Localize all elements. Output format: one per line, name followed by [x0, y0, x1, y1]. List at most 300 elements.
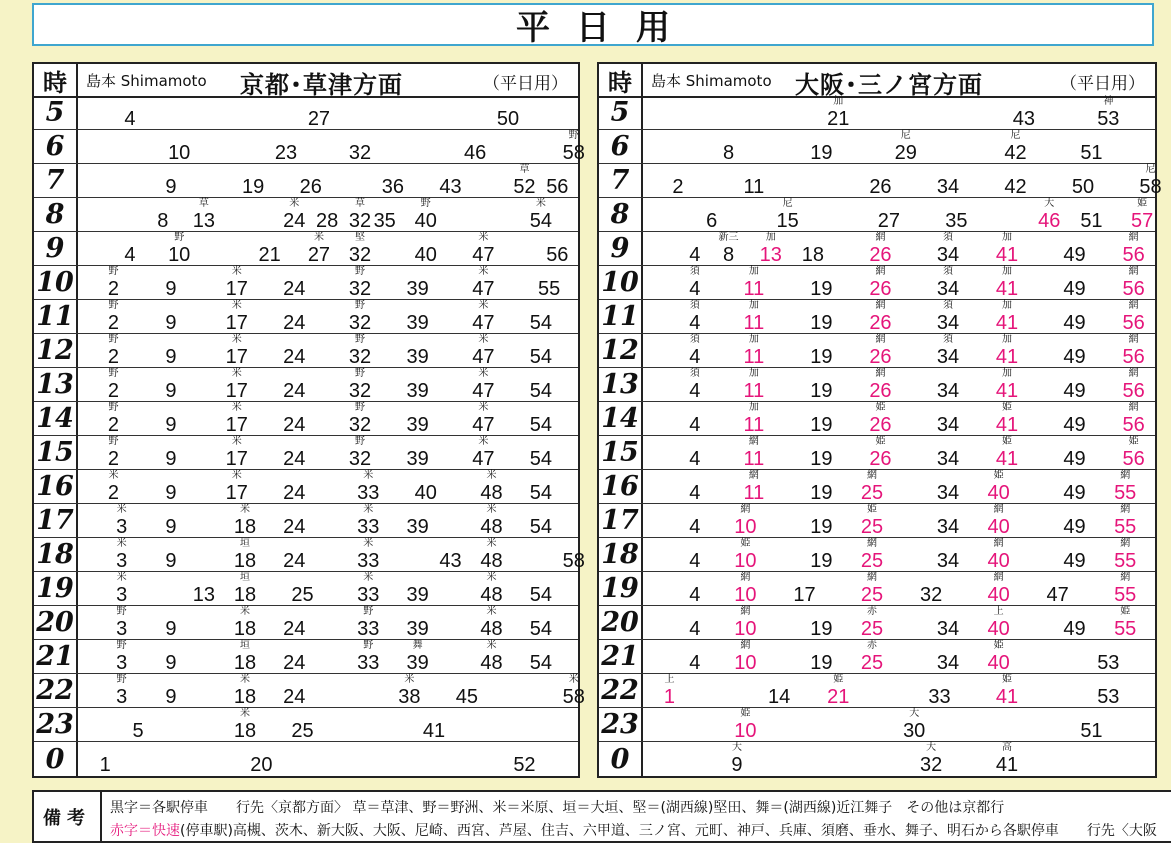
departure-rapid	[863, 232, 897, 266]
departure-minute: 25	[860, 550, 884, 572]
destination-mark: 尼	[1145, 164, 1156, 175]
departure-minute: 46	[1038, 210, 1061, 232]
departure-minute: 11	[743, 448, 765, 470]
destination-mark: 垣	[239, 538, 250, 549]
departure-minute: 40	[987, 652, 1010, 674]
departure-local	[401, 436, 435, 470]
departure-local	[524, 334, 558, 368]
departure-minute: 9	[165, 482, 177, 504]
hour-row	[34, 334, 578, 368]
departure-local	[220, 300, 254, 334]
departure-rapid	[855, 606, 889, 640]
destination-mark: 米	[486, 504, 497, 515]
departure-minute: 34	[936, 346, 960, 368]
departure-minute: 34	[936, 312, 960, 334]
departure-minute: 24	[283, 210, 306, 232]
departure-local	[524, 402, 558, 436]
departure-rapid	[982, 538, 1016, 572]
hour-label: 9	[34, 232, 78, 265]
hour-row	[34, 198, 578, 232]
departure-local	[450, 674, 484, 708]
departure-minute: 11	[743, 380, 765, 402]
destination-mark: 高	[1002, 742, 1013, 753]
destination-mark: 須	[689, 334, 700, 345]
departure-minute: 8	[722, 142, 735, 164]
departure-rapid	[990, 334, 1024, 368]
departure-minute: 34	[936, 550, 960, 572]
departure-rapid	[737, 368, 771, 402]
timetable-header	[34, 64, 578, 98]
hour-label: 9	[599, 232, 643, 265]
destination-mark: 赤	[867, 640, 877, 651]
departure-local	[491, 96, 525, 130]
departure-local	[1066, 164, 1100, 198]
departure-minute: 34	[936, 414, 960, 436]
departure-local	[524, 300, 558, 334]
departure-local	[737, 164, 771, 198]
departure-minute: 55	[1114, 516, 1137, 538]
destination-mark: 網	[740, 606, 751, 617]
departure-minute: 55	[1114, 618, 1137, 640]
departure-minute: 10	[168, 244, 191, 266]
departure-minute: 29	[894, 142, 917, 164]
departure-local	[228, 572, 262, 606]
departure-minute: 56	[1122, 448, 1145, 470]
departure-minute: 19	[810, 652, 833, 674]
departure-local	[720, 742, 754, 776]
destination-mark: 網	[875, 266, 886, 277]
departure-local	[939, 198, 973, 232]
departure-minute: 3	[116, 516, 128, 538]
departure-local	[475, 538, 509, 572]
departure-minute: 4	[689, 312, 701, 334]
departure-minute: 1	[663, 686, 675, 708]
departure-local	[228, 606, 262, 640]
departure-local	[220, 436, 254, 470]
departure-minute: 32	[348, 414, 372, 436]
destination-mark: 米	[116, 504, 127, 515]
departure-local	[269, 130, 303, 164]
hour-label: 17	[34, 504, 78, 537]
timetable-osaka-direction	[597, 62, 1162, 778]
departure-rapid	[737, 436, 771, 470]
departure-minute: 15	[776, 210, 799, 232]
departure-minute: 2	[107, 346, 119, 368]
day-type-label: （平日用）	[1060, 74, 1145, 94]
departure-minute: 48	[480, 550, 503, 572]
departure-minute: 11	[743, 278, 765, 300]
departure-local	[524, 470, 558, 504]
departure-minute: 17	[793, 584, 816, 606]
departure-local	[466, 232, 500, 266]
legend-rapid-stops: (停車駅)高槻、茨木、新大阪、大阪、尼崎、西宮、芦屋、住吉、六甲道、三ノ宮、元町、神戸、兵庫、須磨、垂水、舞子、明石から各駅停車 行先〈大阪	[180, 823, 1157, 839]
departure-minute: 36	[381, 176, 405, 198]
departure-minute: 38	[398, 686, 421, 708]
destination-mark: 米	[478, 368, 489, 379]
departure-minute: 50	[1071, 176, 1095, 198]
departure-minute: 24	[283, 278, 306, 300]
departure-minute: 41	[995, 278, 1019, 300]
hour-label: 21	[34, 640, 78, 673]
hour-label: 7	[34, 164, 78, 197]
departure-minute: 47	[472, 346, 495, 368]
departure-local	[154, 436, 188, 470]
departure-minute: 21	[258, 244, 281, 266]
departure-minute: 40	[414, 244, 437, 266]
departure-local	[1058, 470, 1092, 504]
departure-local	[897, 708, 931, 742]
departure-local	[804, 368, 838, 402]
departure-minute: 2	[107, 414, 119, 436]
departure-minute: 32	[919, 584, 943, 606]
departure-local	[376, 164, 410, 198]
departure-minute: 26	[869, 244, 892, 266]
destination-mark: 加	[1002, 300, 1013, 311]
departure-minute: 53	[1097, 652, 1120, 674]
hour-row	[34, 708, 578, 742]
destination-mark: 網	[993, 572, 1004, 583]
departure-minute: 17	[225, 482, 248, 504]
departure-local	[343, 334, 377, 368]
departure-local	[96, 436, 130, 470]
departure-minute: 33	[357, 482, 380, 504]
departure-minute: 26	[869, 448, 892, 470]
departure-local	[1058, 232, 1092, 266]
hour-row	[599, 232, 1155, 266]
hour-label: 14	[599, 402, 643, 435]
departure-local	[678, 572, 712, 606]
departure-minute: 10	[734, 618, 757, 640]
departure-minute: 25	[860, 584, 884, 606]
departure-minute: 34	[936, 176, 960, 198]
departure-local	[762, 674, 796, 708]
departure-local	[804, 504, 838, 538]
departure-minute: 13	[192, 584, 215, 606]
departure-local	[889, 130, 923, 164]
departure-minute: 26	[869, 414, 892, 436]
hour-label: 15	[599, 436, 643, 469]
destination-mark: 尼	[782, 198, 793, 209]
legend-header: 備考	[34, 792, 102, 841]
timetable-body	[599, 96, 1162, 776]
hour-row	[599, 708, 1155, 742]
departure-minute: 41	[995, 448, 1019, 470]
departure-local	[931, 606, 965, 640]
departure-minute: 32	[348, 278, 372, 300]
departure-minute: 10	[734, 550, 757, 572]
departure-rapid	[737, 402, 771, 436]
departure-local	[409, 232, 443, 266]
destination-mark: 網	[875, 334, 886, 345]
departure-local	[804, 538, 838, 572]
departure-minute: 48	[480, 618, 503, 640]
departure-local	[524, 606, 558, 640]
departure-minute: 55	[1114, 482, 1137, 504]
departure-local	[401, 368, 435, 402]
departure-minute: 9	[165, 176, 177, 198]
hour-row	[599, 504, 1155, 538]
departure-minute: 4	[689, 482, 701, 504]
departure-minute: 49	[1063, 278, 1086, 300]
departure-local	[154, 674, 188, 708]
departure-minute: 27	[877, 210, 900, 232]
departure-minute: 41	[995, 244, 1019, 266]
departure-minute: 17	[225, 346, 248, 368]
departure-local	[277, 402, 311, 436]
destination-mark: 米	[231, 402, 242, 413]
departure-local	[162, 232, 196, 266]
destination-mark: 網	[1128, 300, 1139, 311]
departure-local	[154, 266, 188, 300]
destination-mark: 姫	[1002, 402, 1013, 413]
destination-mark: 米	[478, 436, 489, 447]
departure-minute: 54	[529, 618, 552, 640]
departure-minute: 13	[759, 244, 782, 266]
departure-minute: 32	[348, 448, 372, 470]
hour-row	[34, 538, 585, 572]
departure-minute: 54	[529, 448, 552, 470]
destination-mark: 野	[108, 300, 119, 311]
departure-minute: 40	[987, 618, 1010, 640]
destination-mark: 米	[486, 640, 497, 651]
departure-rapid	[855, 470, 889, 504]
destination-mark: 大	[909, 708, 920, 719]
departure-rapid	[728, 708, 762, 742]
departure-local	[343, 266, 377, 300]
destination-mark: 米	[289, 198, 300, 209]
departure-minute: 47	[472, 448, 495, 470]
departure-local	[351, 504, 385, 538]
departure-local	[277, 470, 311, 504]
hour-label: 17	[599, 504, 643, 537]
destination-mark: 加	[748, 402, 759, 413]
departure-local	[931, 368, 965, 402]
departure-minute: 19	[810, 278, 833, 300]
legend-line-local: 黒字＝各駅停車 行先〈京都方面〉 草＝草津、野＝野洲、米＝米原、垣＝大垣、堅＝(湖西線)堅田、舞＝(湖西線)近江舞子 その他は京都行	[110, 800, 1005, 816]
destination-mark: 米	[116, 538, 127, 549]
hour-row	[599, 130, 1155, 164]
departure-minute: 56	[1122, 414, 1145, 436]
departure-minute: 54	[529, 346, 552, 368]
destination-mark: 網	[867, 470, 877, 481]
hour-row	[34, 742, 578, 776]
departure-minute: 26	[299, 176, 322, 198]
departure-minute: 4	[689, 652, 701, 674]
departure-minute: 25	[860, 482, 884, 504]
destination-mark: 網	[1120, 538, 1131, 549]
departure-minute: 49	[1063, 346, 1086, 368]
destination-mark: 野	[108, 334, 119, 345]
departure-minute: 18	[233, 516, 257, 538]
departure-local	[466, 402, 500, 436]
destination-mark: 堅	[355, 232, 366, 243]
destination-mark: 垣	[239, 640, 250, 651]
departure-minute: 55	[1114, 584, 1137, 606]
hour-label: 18	[34, 538, 78, 571]
destination-mark: 米	[363, 470, 374, 481]
departure-local	[154, 504, 188, 538]
departure-minute: 54	[529, 652, 552, 674]
departure-minute: 4	[689, 244, 701, 266]
departure-rapid	[1117, 368, 1151, 402]
departure-rapid	[1108, 538, 1142, 572]
departure-minute: 24	[283, 346, 306, 368]
departure-minute: 13	[192, 210, 215, 232]
departure-minute: 52	[513, 176, 536, 198]
departure-local	[351, 606, 385, 640]
departure-minute: 32	[348, 380, 372, 402]
departure-local	[277, 674, 311, 708]
destination-mark: 野	[174, 232, 185, 243]
departure-local	[1058, 538, 1092, 572]
departure-local	[88, 742, 122, 776]
hour-label: 13	[34, 368, 78, 401]
departure-minute: 41	[995, 686, 1019, 708]
departure-local	[343, 130, 377, 164]
departure-rapid	[863, 300, 897, 334]
departure-minute: 54	[529, 312, 552, 334]
departure-rapid	[982, 572, 1016, 606]
destination-mark: 野	[363, 606, 374, 617]
departure-minute: 2	[107, 312, 119, 334]
departure-local	[678, 470, 712, 504]
departure-minute: 48	[480, 516, 503, 538]
departure-minute: 9	[731, 754, 743, 776]
departure-rapid	[737, 266, 771, 300]
departure-local	[863, 164, 897, 198]
departure-local	[524, 198, 558, 232]
legend-line-rapid	[110, 820, 1157, 840]
hour-label: 8	[34, 198, 78, 231]
departure-minute: 2	[107, 380, 119, 402]
destination-mark: 草	[519, 164, 530, 175]
destination-mark: 網	[993, 538, 1004, 549]
departure-minute: 55	[1114, 550, 1137, 572]
departure-local	[154, 368, 188, 402]
destination-mark: 網	[1128, 266, 1139, 277]
page-title-box	[32, 3, 1154, 46]
departure-local	[507, 742, 541, 776]
departure-minute: 40	[414, 210, 437, 232]
departure-minute: 58	[562, 142, 585, 164]
departure-minute: 39	[406, 652, 429, 674]
destination-mark: 野	[108, 436, 119, 447]
destination-mark: 野	[355, 368, 366, 379]
destination-mark: 加	[1002, 232, 1013, 243]
departure-local	[154, 606, 188, 640]
hour-label: 22	[599, 674, 643, 707]
hour-row	[599, 198, 1155, 232]
destination-mark: 野	[355, 266, 366, 277]
departure-minute: 24	[283, 516, 306, 538]
departure-rapid	[990, 436, 1024, 470]
departure-minute: 4	[689, 414, 701, 436]
departure-local	[1058, 368, 1092, 402]
departure-local	[1058, 334, 1092, 368]
departure-minute: 25	[860, 618, 884, 640]
hour-label: 14	[34, 402, 78, 435]
destination-mark: 網	[875, 232, 886, 243]
departure-rapid	[982, 606, 1016, 640]
departure-local	[277, 640, 311, 674]
departure-minute: 35	[945, 210, 968, 232]
departure-local	[154, 300, 188, 334]
departure-rapid	[728, 504, 762, 538]
destination-mark: 加	[748, 266, 759, 277]
departure-local	[931, 402, 965, 436]
departure-minute: 24	[283, 652, 306, 674]
departure-minute: 39	[406, 618, 429, 640]
hour-label: 15	[34, 436, 78, 469]
timetable-header	[599, 64, 1155, 98]
departure-rapid	[652, 674, 686, 708]
departure-local	[154, 334, 188, 368]
destination-mark: 米	[239, 708, 250, 719]
timetable-body	[34, 96, 585, 776]
departure-local	[1091, 96, 1125, 130]
departure-minute: 10	[168, 142, 191, 164]
hour-column-header: 時	[599, 64, 643, 96]
departure-local	[804, 130, 838, 164]
departure-local	[524, 640, 558, 674]
departure-local	[105, 674, 139, 708]
departure-local	[524, 504, 558, 538]
departure-local	[277, 266, 311, 300]
departure-local	[113, 232, 147, 266]
departure-minute: 24	[283, 414, 306, 436]
destination-mark: 須	[942, 232, 953, 243]
hour-label: 16	[599, 470, 643, 503]
departure-minute: 23	[274, 142, 298, 164]
departure-local	[931, 640, 965, 674]
departure-local	[507, 164, 541, 198]
departure-minute: 54	[529, 516, 552, 538]
destination-mark: 網	[748, 436, 759, 447]
departure-minute: 17	[225, 278, 248, 300]
destination-mark: 姫	[993, 470, 1004, 481]
hour-row	[599, 538, 1155, 572]
destination-mark: 上	[993, 606, 1004, 617]
departure-minute: 47	[472, 278, 495, 300]
departure-minute: 3	[116, 686, 128, 708]
departure-minute: 11	[743, 176, 765, 198]
departure-rapid	[1117, 334, 1151, 368]
departure-minute: 2	[672, 176, 684, 198]
departure-minute: 9	[165, 278, 177, 300]
departure-minute: 40	[987, 516, 1010, 538]
departure-minute: 56	[1122, 312, 1145, 334]
hour-row	[599, 368, 1155, 402]
destination-mark: 網	[1120, 504, 1131, 515]
hour-row	[599, 334, 1155, 368]
departure-minute: 41	[995, 380, 1019, 402]
departure-local	[154, 640, 188, 674]
departure-local	[931, 164, 965, 198]
destination-mark: 姫	[867, 504, 877, 515]
departure-local	[1074, 708, 1108, 742]
hour-row	[599, 96, 1155, 130]
departure-local	[146, 198, 180, 232]
destination-mark: 須	[689, 368, 700, 379]
departure-minute: 28	[316, 210, 339, 232]
departure-local	[557, 538, 591, 572]
departure-local	[998, 164, 1032, 198]
hour-row	[34, 606, 578, 640]
departure-minute: 51	[1080, 142, 1103, 164]
departure-local	[96, 368, 130, 402]
departure-rapid	[728, 640, 762, 674]
departure-rapid	[855, 572, 889, 606]
